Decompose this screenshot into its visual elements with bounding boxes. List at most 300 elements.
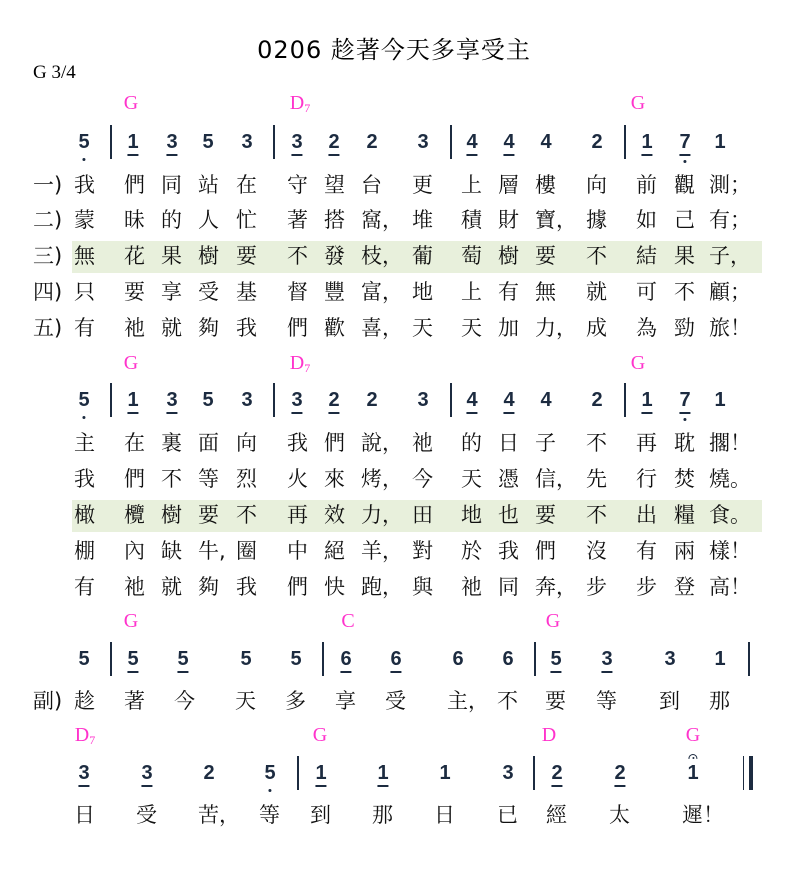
lyric-syllable: 焚: [674, 467, 695, 491]
lyric-syllable: 糧: [674, 503, 695, 527]
barline: [450, 383, 452, 417]
lyric-syllable: 再: [636, 431, 657, 455]
lyric-syllable: 要: [124, 280, 145, 304]
lyric-syllable: 再: [287, 503, 308, 527]
lyric-syllable: 先: [586, 467, 607, 491]
lyric-syllable: 祂: [124, 316, 145, 340]
lyric-syllable: 旅！: [709, 316, 751, 340]
note: [127, 390, 138, 410]
chord-symbol: [631, 352, 645, 374]
key-signature: G 3/4: [33, 62, 76, 83]
lyric-syllable: 們: [287, 316, 308, 340]
lyric-syllable: 與: [412, 575, 433, 599]
note-number: 5: [550, 648, 562, 670]
lyric-syllable: 的: [161, 208, 182, 232]
note-number: 3: [417, 131, 429, 153]
lyric-syllable: 等: [198, 467, 219, 491]
note: [78, 390, 89, 410]
lyric-syllable: 堆: [412, 208, 433, 232]
note-number: 2: [366, 389, 378, 411]
chord-symbol: [341, 610, 354, 632]
lyric-syllable: 在: [124, 431, 145, 455]
lyric-syllable: 們: [124, 173, 145, 197]
note: [714, 132, 725, 152]
note: [452, 649, 463, 669]
lyric-syllable: 結: [636, 244, 657, 268]
lyric-syllable: 擱！: [709, 431, 751, 455]
lyric-syllable: 來: [324, 467, 345, 491]
lyric-syllable: 顧；: [709, 280, 751, 304]
lyric-syllable: 上: [461, 173, 482, 197]
lyric-syllable: 受: [198, 280, 219, 304]
lyric-syllable: 行: [636, 467, 657, 491]
lyric-syllable: 富，: [361, 280, 403, 304]
note: [377, 763, 388, 783]
chord-extension: 7: [89, 733, 96, 747]
lyric-syllable: 天: [235, 689, 256, 713]
lyric-syllable: 積: [461, 208, 482, 232]
note-number: 5: [240, 648, 252, 670]
note: [439, 763, 450, 783]
note-number: 3: [241, 389, 253, 411]
lyric-syllable: 面: [198, 431, 219, 455]
note-number: 6: [502, 648, 514, 670]
lyric-syllable: 層: [498, 173, 519, 197]
note: [241, 390, 252, 410]
verse-number: 一): [33, 173, 63, 197]
lyric-syllable: 喜，: [361, 316, 403, 340]
lyric-syllable: 樹: [161, 503, 182, 527]
lyric-syllable: 說，: [361, 431, 403, 455]
lyric-syllable: 無: [535, 280, 556, 304]
verse-number: 二): [33, 208, 63, 232]
chord-root: G: [123, 92, 139, 114]
lyric-syllable: 不: [586, 503, 607, 527]
lyric-syllable: 為: [636, 316, 657, 340]
lyric-syllable: 要: [198, 503, 219, 527]
lyric-syllable: 著: [287, 208, 308, 232]
note-number: 3: [291, 131, 303, 153]
note: [641, 132, 652, 152]
note: [551, 763, 562, 783]
note: [166, 132, 177, 152]
lyric-syllable: 出: [636, 503, 657, 527]
note-number: 5: [78, 131, 90, 153]
lyric-syllable: 憑: [498, 467, 519, 491]
lyric-syllable: 寶，: [535, 208, 577, 232]
note: [664, 649, 675, 669]
note-number: 5: [78, 648, 90, 670]
note-number: 3: [417, 389, 429, 411]
lyric-syllable: 奔，: [535, 575, 577, 599]
lyric-syllable: 子: [535, 431, 556, 455]
lyric-syllable: 圈: [236, 539, 257, 563]
lyric-syllable: 耽: [674, 431, 695, 455]
lyric-syllable: 如: [636, 208, 657, 232]
chord-root: G: [123, 610, 139, 632]
lyric-syllable: 受: [136, 803, 157, 827]
note-number: 5: [177, 648, 189, 670]
lyric-syllable: 烈: [236, 467, 257, 491]
lyric-syllable: 無: [74, 244, 95, 268]
lyric-syllable: 缺: [161, 539, 182, 563]
note-number: 5: [127, 648, 139, 670]
chord-symbol: [290, 352, 310, 374]
lyric-syllable: 樣！: [709, 539, 751, 563]
note: [601, 649, 612, 669]
lyric-syllable: 我: [287, 431, 308, 455]
lyric-syllable: 的: [461, 431, 482, 455]
note-number: 1: [714, 131, 726, 153]
lyric-syllable: 樹: [498, 244, 519, 268]
chord-root: G: [685, 724, 701, 746]
lyric-syllable: 主，: [447, 689, 489, 713]
verse-number: 四): [33, 280, 63, 304]
note-number: 1: [127, 131, 139, 153]
lyric-syllable: 今: [174, 689, 195, 713]
lyric-syllable: 享: [161, 280, 182, 304]
lyric-syllable: 同: [498, 575, 519, 599]
note: [390, 649, 401, 669]
note: [591, 132, 602, 152]
lyric-syllable: 要: [535, 503, 556, 527]
lyric-syllable: 我: [236, 316, 257, 340]
note-number: 3: [166, 389, 178, 411]
lyric-syllable: 內: [124, 539, 145, 563]
note-number: 1: [714, 648, 726, 670]
note: [540, 132, 551, 152]
chord-symbol: [290, 92, 310, 114]
lyric-syllable: 信，: [535, 467, 577, 491]
note-number: 3: [502, 762, 514, 784]
lyric-syllable: 就: [161, 316, 182, 340]
lyric-syllable: 日: [74, 803, 95, 827]
chord-symbol: [124, 92, 138, 114]
chord-root: D: [74, 724, 90, 746]
note: [78, 649, 89, 669]
lyric-syllable: 夠: [198, 316, 219, 340]
lyric-syllable: 要: [545, 689, 566, 713]
chord-symbol: [313, 724, 327, 746]
note: [540, 390, 551, 410]
lyric-syllable: 人: [198, 208, 219, 232]
lyric-syllable: 樹: [198, 244, 219, 268]
note: [328, 132, 339, 152]
note-number: 2: [551, 762, 563, 784]
lyric-syllable: 橄: [74, 503, 95, 527]
lyric-syllable: 有: [498, 280, 519, 304]
lyric-syllable: 遲！: [682, 803, 724, 827]
lyric-syllable: 有；: [709, 208, 751, 232]
lyric-syllable: 樓: [535, 173, 556, 197]
lyric-syllable: 主: [74, 431, 95, 455]
lyric-syllable: 我: [236, 575, 257, 599]
lyric-syllable: 不: [287, 244, 308, 268]
lyric-syllable: 窩，: [361, 208, 403, 232]
lyric-syllable: 到: [310, 803, 331, 827]
chord-extension: 7: [304, 361, 311, 375]
note: [366, 132, 377, 152]
lyric-syllable: 果: [161, 244, 182, 268]
note-number: 1: [439, 762, 451, 784]
lyric-syllable: 絕: [324, 539, 345, 563]
barline: [624, 383, 626, 417]
note: [291, 390, 302, 410]
lyric-syllable: 沒: [586, 539, 607, 563]
note: [177, 649, 188, 669]
note: [466, 390, 477, 410]
note-number: 2: [328, 389, 340, 411]
lyric-syllable: 火: [287, 467, 308, 491]
note-number: 1: [641, 389, 653, 411]
lyric-syllable: 只: [74, 280, 95, 304]
note-number: 5: [78, 389, 90, 411]
chord-extension: 7: [304, 101, 311, 115]
lyric-syllable: 羊，: [361, 539, 403, 563]
fermata-icon: [689, 754, 698, 759]
lyric-syllable: 在: [236, 173, 257, 197]
lyric-syllable: 有: [74, 316, 95, 340]
note: [614, 763, 625, 783]
lyric-syllable: 望: [324, 173, 345, 197]
note-number: 5: [202, 389, 214, 411]
lyric-syllable: 上: [461, 280, 482, 304]
final-double-barline: [743, 756, 748, 790]
note-number: 1: [127, 389, 139, 411]
lyric-syllable: 們: [124, 467, 145, 491]
lyric-syllable: 搭: [324, 208, 345, 232]
chord-symbol: [542, 724, 556, 746]
barline: [110, 125, 112, 159]
note-number: 2: [203, 762, 215, 784]
lyric-syllable: 步: [586, 575, 607, 599]
note: [502, 649, 513, 669]
lyric-syllable: 不: [586, 431, 607, 455]
lyric-syllable: 天: [412, 316, 433, 340]
note: [502, 763, 513, 783]
lyric-syllable: 今: [412, 467, 433, 491]
lyric-syllable: 高！: [709, 575, 751, 599]
lyric-syllable: 烤，: [361, 467, 403, 491]
chord-root: G: [545, 610, 561, 632]
lyric-syllable: 快: [324, 575, 345, 599]
note-number: 3: [291, 389, 303, 411]
lyric-syllable: 經: [546, 803, 567, 827]
note-number: 4: [503, 389, 515, 411]
note: [714, 390, 725, 410]
note: [687, 763, 698, 783]
lyric-syllable: 不: [586, 244, 607, 268]
note: [417, 132, 428, 152]
note: [78, 763, 89, 783]
lyric-syllable: 不: [236, 503, 257, 527]
verse-number: 三): [33, 244, 63, 268]
note: [679, 132, 690, 152]
note-number: 6: [390, 648, 402, 670]
lyric-syllable: 中: [287, 539, 308, 563]
note: [166, 390, 177, 410]
lyric-syllable: 欖: [124, 503, 145, 527]
barline: [450, 125, 452, 159]
note: [264, 763, 275, 783]
note: [503, 390, 514, 410]
chord-symbol: [124, 610, 138, 632]
barline: [110, 383, 112, 417]
chord-root: D: [289, 92, 305, 114]
lyric-syllable: 枝，: [361, 244, 403, 268]
note-number: 2: [366, 131, 378, 153]
lyric-syllable: 食。: [709, 503, 751, 527]
lyric-syllable: 己: [674, 208, 695, 232]
lyric-syllable: 葡: [412, 244, 433, 268]
lyric-syllable: 趁: [74, 689, 95, 713]
note-number: 2: [328, 131, 340, 153]
chord-symbol: [546, 610, 560, 632]
note-number: 4: [540, 389, 552, 411]
lyric-syllable: 祂: [124, 575, 145, 599]
lyric-syllable: 天: [461, 467, 482, 491]
chord-root: G: [312, 724, 328, 746]
note-number: 1: [714, 389, 726, 411]
chord-symbol: [686, 724, 700, 746]
lyric-syllable: 地: [461, 503, 482, 527]
lyric-syllable: 效: [324, 503, 345, 527]
lyric-syllable: 夠: [198, 575, 219, 599]
lyric-syllable: 們: [287, 575, 308, 599]
lyric-syllable: 測；: [709, 173, 751, 197]
lyric-syllable: 忙: [236, 208, 257, 232]
lyric-syllable: 日: [498, 431, 519, 455]
lyric-syllable: 於: [461, 539, 482, 563]
lyric-syllable: 更: [412, 173, 433, 197]
lyric-syllable: 不: [161, 467, 182, 491]
lyric-syllable: 有: [74, 575, 95, 599]
note-number: 2: [591, 389, 603, 411]
lyric-syllable: 多: [285, 689, 306, 713]
lyric-syllable: 歡: [324, 316, 345, 340]
lyric-syllable: 田: [412, 503, 433, 527]
lyric-syllable: 同: [161, 173, 182, 197]
lyric-syllable: 力，: [535, 316, 577, 340]
lyric-syllable: 就: [161, 575, 182, 599]
note: [240, 649, 251, 669]
note: [503, 132, 514, 152]
lyric-syllable: 發: [324, 244, 345, 268]
lyric-syllable: 跑，: [361, 575, 403, 599]
lyric-syllable: 受: [385, 689, 406, 713]
note: [202, 390, 213, 410]
lyric-syllable: 棚: [74, 539, 95, 563]
lyric-syllable: 據: [586, 208, 607, 232]
note: [203, 763, 214, 783]
note: [127, 132, 138, 152]
note: [290, 649, 301, 669]
note-number: 4: [466, 389, 478, 411]
barline: [273, 383, 275, 417]
lyric-syllable: 不: [497, 689, 518, 713]
lyric-syllable: 登: [674, 575, 695, 599]
lyric-syllable: 前: [636, 173, 657, 197]
lyric-syllable: 祂: [461, 575, 482, 599]
chord-root: G: [630, 352, 646, 374]
note-number: 3: [141, 762, 153, 784]
lyric-syllable: 向: [586, 173, 607, 197]
lyric-syllable: 等: [259, 803, 280, 827]
lyric-syllable: 等: [596, 689, 617, 713]
lyric-syllable: 那: [709, 689, 730, 713]
note: [417, 390, 428, 410]
note: [315, 763, 326, 783]
note: [641, 390, 652, 410]
verse-number: 五): [33, 316, 63, 340]
lyric-syllable: 牛,: [198, 539, 226, 563]
chord-symbol: [75, 724, 95, 746]
note: [241, 132, 252, 152]
lyric-syllable: 花: [124, 244, 145, 268]
note-number: 5: [290, 648, 302, 670]
lyric-syllable: 萄: [461, 244, 482, 268]
chorus-label: 副): [33, 689, 63, 713]
note-number: 5: [202, 131, 214, 153]
note-number: 4: [540, 131, 552, 153]
chord-root: D: [289, 352, 305, 374]
lyric-syllable: 要: [535, 244, 556, 268]
note: [714, 649, 725, 669]
lyric-syllable: 地: [412, 280, 433, 304]
lyric-syllable: 果: [674, 244, 695, 268]
note-number: 2: [614, 762, 626, 784]
lyric-syllable: 守: [287, 173, 308, 197]
lyric-syllable: 們: [535, 539, 556, 563]
lyric-syllable: 太: [609, 803, 630, 827]
barline: [748, 642, 750, 676]
barline: [533, 756, 535, 790]
lyric-syllable: 我: [74, 173, 95, 197]
chord-root: D: [541, 724, 557, 746]
note-number: 3: [664, 648, 676, 670]
lyric-syllable: 天: [461, 316, 482, 340]
note: [141, 763, 152, 783]
note-number: 4: [466, 131, 478, 153]
note: [127, 649, 138, 669]
note-number: 1: [315, 762, 327, 784]
lyric-syllable: 加: [498, 316, 519, 340]
song-title: 0206 趁著今天多享受主: [257, 36, 531, 64]
lyric-syllable: 兩: [674, 539, 695, 563]
lyric-syllable: 裏: [161, 431, 182, 455]
note: [78, 132, 89, 152]
lyric-syllable: 到: [659, 689, 680, 713]
note: [679, 390, 690, 410]
lyric-syllable: 蒙: [74, 208, 95, 232]
note: [328, 390, 339, 410]
barline: [624, 125, 626, 159]
chord-root: C: [341, 610, 355, 632]
chord-symbol: [124, 352, 138, 374]
lyric-syllable: 燒。: [709, 467, 751, 491]
note: [466, 132, 477, 152]
lyric-syllable: 站: [198, 173, 219, 197]
note-number: 3: [78, 762, 90, 784]
note-number: 7: [679, 389, 691, 411]
chord-root: G: [630, 92, 646, 114]
note-number: 7: [679, 131, 691, 153]
lyric-syllable: 就: [586, 280, 607, 304]
lyric-syllable: 豐: [324, 280, 345, 304]
note-number: 4: [503, 131, 515, 153]
lyric-syllable: 勁: [674, 316, 695, 340]
lyric-syllable: 也: [498, 503, 519, 527]
